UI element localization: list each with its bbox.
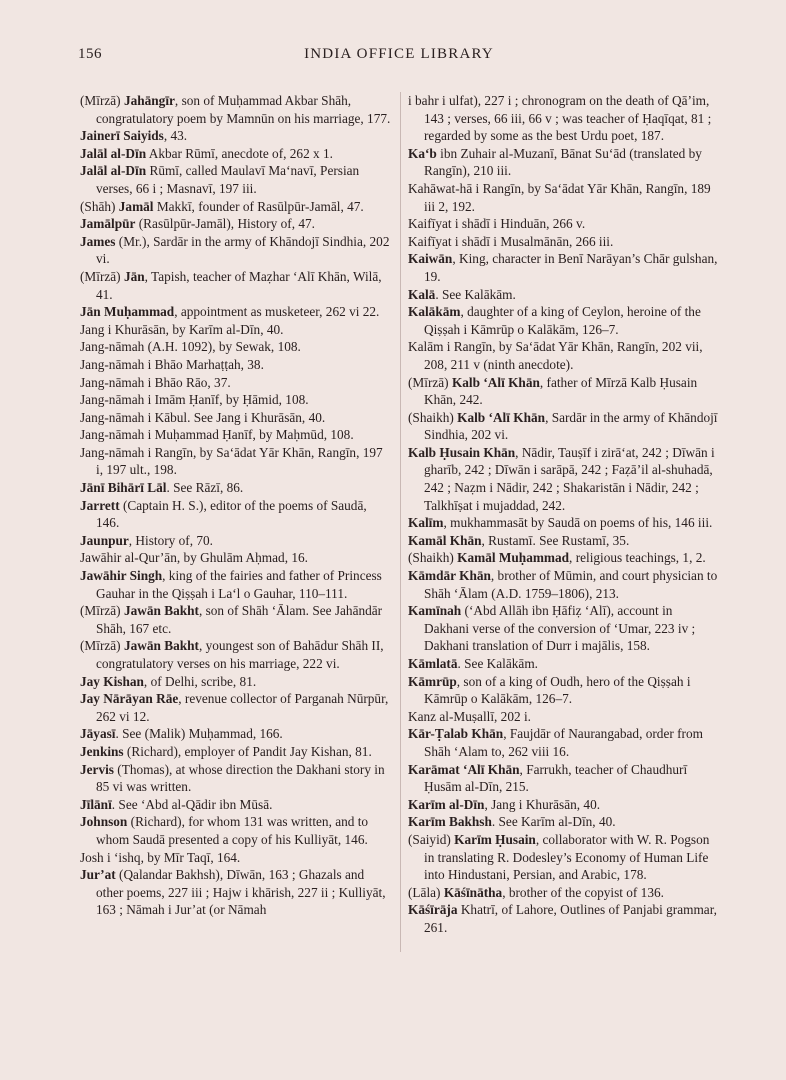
index-entry-headword: Jawān Bakht <box>123 603 199 619</box>
index-entry-text: Makkī, founder of Rasūlpūr-Jamāl, 47. <box>153 198 364 214</box>
index-entry-text: , Nādir, Tauṣīf i zirā‘at, 242 ; Dīwān i gharīb, 242 ; Dīwān i sarāpā, 242 ; Faẓā’il al-shuhadā, 242 ; Naẓm i Nādir, 242 ; Shakaristān i Nādir, 242 ; Talkhīṣat i mujaddad, 242. <box>424 444 715 513</box>
index-entry-text: , King, character in Benī Narāyan’s Chār gulshan, 19. <box>424 251 718 284</box>
index-entry-text: (Mr.), Sardār in the army of Khāndojī Sindhia, 202 vi. <box>96 233 390 267</box>
index-entry-text: Kaifīyat i shādī i Hinduān, 266 v. <box>408 216 586 232</box>
index-entry <box>80 637 392 672</box>
index-entry <box>408 215 720 233</box>
index-entry-text: Khatrī, of Lahore, Outlines of Panjabi grammar, 261. <box>424 902 717 935</box>
index-entry-text: (Rasūlpūr-Jamāl), History of, 47. <box>135 216 316 232</box>
index-entry <box>80 497 392 532</box>
index-entry-headword: Jarrett <box>80 497 120 513</box>
index-entry <box>80 374 392 392</box>
index-entry-text: , king of the fairies and father of Princess Gauhar in the Qiṣṣah i La‘l o Gauhar, 110–111. <box>96 568 382 601</box>
index-entry-text: Jang-nāmah i Muḥammad Ḥanīf, by Maḥmūd, 108. <box>80 427 354 443</box>
index-entry-prefix: (Mīrzā) <box>80 638 124 654</box>
index-entry-headword: Jenkins <box>80 743 124 759</box>
index-entry-text: , mukhammasāt by Saudā on poems of his, 146 iii. <box>443 515 713 531</box>
index-entry-headword: Kamāl Muḥammad <box>457 550 570 566</box>
index-entry-prefix: (Lāla) <box>408 884 444 900</box>
index-entry <box>408 673 720 708</box>
index-entry-headword: Karāmat ‘Alī Khān <box>408 761 520 777</box>
index-entry-headword: Jaunpur <box>80 532 129 548</box>
index-entry <box>80 162 392 197</box>
index-entry <box>80 602 392 637</box>
index-entry <box>408 761 720 796</box>
index-entry-text: . See Karīm al-Dīn, 40. <box>491 814 616 830</box>
index-entry-text: , brother of Mūmin, and court physician to Shāh ‘Ālam (A.D. 1759–1806), 213. <box>424 568 718 601</box>
index-entry <box>80 673 392 691</box>
index-entry-text: Jang-nāmah i Imām Ḥanīf, by Ḥāmid, 108. <box>80 392 309 408</box>
index-entry-headword: Kalb ‘Alī Khān <box>451 374 540 390</box>
index-entry-headword: Jay Nārāyan Rāe <box>80 691 179 707</box>
index-entry <box>80 532 392 550</box>
index-entry <box>80 127 392 145</box>
index-entry <box>80 426 392 444</box>
index-entry-text: , Farrukh, teacher of Chaudhurī Ḥusām al-Dīn, 215. <box>424 761 688 795</box>
index-entry <box>408 813 720 831</box>
running-title: INDIA OFFICE LIBRARY <box>304 46 494 62</box>
index-entry <box>80 391 392 409</box>
index-entry-text: Kalām i Rangīn, by Sa‘ādat Yār Khān, Rangīn, 202 vii, 208, 211 v (ninth anecdote). <box>408 339 703 372</box>
index-entry-headword: Jīlānī <box>80 796 112 812</box>
index-entry-text: Jang-nāmah i Kābul. See Jang i Khurāsān, 40. <box>80 409 326 425</box>
index-entry <box>408 145 720 180</box>
page-number: 156 <box>78 46 102 62</box>
index-entry <box>80 479 392 497</box>
index-entry-text: , appointment as musketeer, 262 vi 22. <box>174 304 380 320</box>
index-entry-text: (Qalandar Bakhsh), Dīwān, 163 ; Ghazals and other poems, 227 iii ; Hajw i khārish, 227 ii ; Kulliyāt, 163 ; Nāmah i Jur’at (or Nāmah <box>96 867 386 918</box>
index-entry-text: , youngest son of Bahādur Shāh II, congratulatory verses on his marriage, 222 vi. <box>96 638 384 671</box>
index-entry-headword: Kār-Ṭalab Khān <box>408 726 504 742</box>
index-entry-text: (Captain H. S.), editor of the poems of Saudā, 146. <box>96 497 367 531</box>
index-entry-headword: Jay Kishan <box>80 673 144 689</box>
index-entry-prefix: (Mīrzā) <box>80 603 124 619</box>
index-entry-text: , Jang i Khurāsān, 40. <box>484 796 601 812</box>
index-entry-headword: Jalāl al-Dīn <box>80 163 147 179</box>
index-entry-headword: Kāmdār Khān <box>408 568 491 584</box>
index-entry <box>408 532 720 550</box>
index-entry-prefix: (Shaikh) <box>408 409 458 425</box>
index-entry <box>408 602 720 655</box>
index-entry <box>408 92 720 145</box>
index-entry-headword: Jān Muḥammad <box>80 304 175 320</box>
index-entry <box>80 233 392 268</box>
index-entry <box>408 831 720 884</box>
index-entry-text: , brother of the copyist of 136. <box>502 884 664 900</box>
index-entry <box>408 338 720 373</box>
index-entry-headword: Jawāhir Singh <box>80 568 163 584</box>
index-entry-text: Jang-nāmah (A.H. 1092), by Sewak, 108. <box>80 339 301 355</box>
index-entry-prefix: (Mīrzā) <box>408 374 452 390</box>
index-entry-headword: Jalāl al-Dīn <box>80 145 147 161</box>
index-entry <box>80 409 392 427</box>
index-entry <box>408 444 720 514</box>
index-entry-text: , Sardār in the army of Khāndojī Sindhia, 202 vi. <box>424 409 718 443</box>
index-entry-prefix: (Shāh) <box>80 198 119 214</box>
index-entry-headword: Jamālpūr <box>80 216 136 232</box>
index-entry <box>80 690 392 725</box>
index-entry-text: , 43. <box>163 128 188 144</box>
index-entry-text: (Richard), employer of Pandit Jay Kishan, 81. <box>123 743 372 759</box>
index-column-left <box>80 92 392 919</box>
index-entry-text: , father of Mīrzā Kalb Ḥusain Khān, 242. <box>424 374 698 408</box>
index-entry-headword: James <box>80 233 116 249</box>
page-header <box>78 46 720 70</box>
index-entry <box>80 92 392 127</box>
index-entry-text: Kanz al-Muṣallī, 202 i. <box>408 708 531 724</box>
index-entry-text: Jang-nāmah i Rangīn, by Sa‘ādat Yār Khān, Rangīn, 197 i, 197 ult., 198. <box>80 444 383 478</box>
index-entry-text: . See (Malik) Muḥammad, 166. <box>115 726 283 742</box>
column-divider <box>400 92 401 952</box>
index-entry-headword: Kaiwān <box>408 251 453 267</box>
index-entry <box>80 866 392 919</box>
index-entry-headword: Jainerī Saiyids <box>80 128 164 144</box>
index-entry <box>80 761 392 796</box>
index-column-right <box>408 92 720 937</box>
index-entry <box>80 268 392 303</box>
index-entry-text: , Rustamī. See Rustamī, 35. <box>481 532 630 548</box>
index-entry <box>80 338 392 356</box>
index-entry-headword: Jān <box>123 268 145 284</box>
index-entry-text: Kahāwat-hā i Rangīn, by Sa‘ādat Yār Khān, Rangīn, 189 iii 2, 192. <box>408 180 711 214</box>
index-entry-headword: Jānī Bihārī Lāl <box>80 480 167 496</box>
index-entry-text: . See Kalākām. <box>457 656 538 671</box>
index-entry-headword: Kāśīnātha <box>443 884 503 900</box>
index-entry-text: , collaborator with W. R. Pogson in translating R. Dodesley’s Economy of Human Life into Hindustani, Persian, and Arabic, 178. <box>424 831 710 883</box>
index-entry-text: (‘Abd Allāh ibn Ḥāfiẓ ‘Alī), account in Dakhani verse of the conversion of ‘Umar, 223 iv ; Dakhani translation of Durr i majālis, 158. <box>424 603 696 654</box>
index-entry-text: (Richard), for whom 131 was written, and to whom Saudā presented a copy of his Kulliyāt, 146. <box>96 814 369 847</box>
index-entry-prefix: (Mīrzā) <box>80 93 124 108</box>
index-entry-text: , History of, 70. <box>128 532 213 548</box>
index-entry <box>80 743 392 761</box>
index-entry <box>80 796 392 814</box>
index-entry <box>80 303 392 321</box>
index-entry-text: Jawāhir al-Qur’ān, by Ghulām Aḥmad, 16. <box>80 550 308 566</box>
index-entry-text: , religious teachings, 1, 2. <box>569 550 706 566</box>
index-entry <box>80 198 392 216</box>
index-entry-headword: Karīm Bakhsh <box>408 814 492 830</box>
index-entry-headword: Jahāngīr <box>123 93 175 108</box>
index-entry-headword: Jawān Bakht <box>123 638 199 654</box>
index-entry-headword: Jāyasī <box>80 726 116 742</box>
index-entry-text: ibn Zuhair al-Muzanī, Bānat Su‘ād (translated by Rangīn), 210 iii. <box>424 145 702 179</box>
index-entry-text: , son of Shāh ‘Ālam. See Jahāndār Shāh, 167 etc. <box>96 603 383 636</box>
index-entry <box>408 409 720 444</box>
index-entry-headword: Kalb ‘Alī Khān <box>457 409 546 425</box>
index-entry-headword: Karīm al-Dīn <box>408 796 485 812</box>
index-entry-text: , revenue collector of Parganah Nūrpūr, 262 vi 12. <box>96 691 389 724</box>
index-entry-headword: Kamīnah <box>408 603 462 619</box>
index-entry-text: , of Delhi, scribe, 81. <box>143 673 257 689</box>
index-entry <box>408 180 720 215</box>
index-entry <box>80 849 392 867</box>
index-entry-headword: Jamāl <box>118 198 154 214</box>
index-entry <box>408 374 720 409</box>
index-entry <box>408 286 720 304</box>
index-entry <box>408 567 720 602</box>
index-entry <box>408 549 720 567</box>
index-entry <box>408 901 720 936</box>
index-entry-text: , son of a king of Oudh, hero of the Qiṣṣah i Kāmrūp o Kalākām, 126–7. <box>424 673 691 707</box>
index-entry <box>408 884 720 902</box>
index-entry-headword: Jervis <box>80 761 114 777</box>
index-entry-headword: Kalb Ḥusain Khān <box>408 444 516 460</box>
index-entry-text: , son of Muḥammad Akbar Shāh, congratulatory poem by Mamnūn on his marriage, 177. <box>96 93 391 126</box>
index-entry-text: , daughter of a king of Ceylon, heroine of the Qiṣṣah i Kāmrūp o Kalākām, 126–7. <box>424 304 701 337</box>
index-entry <box>408 655 720 673</box>
index-entry-headword: Kalā <box>408 286 436 302</box>
index-entry-text: Akbar Rūmī, anecdote of, 262 x 1. <box>146 145 333 161</box>
index-entry <box>408 303 720 338</box>
index-entry <box>80 215 392 233</box>
index-entry-headword: Kāmlatā <box>408 656 458 671</box>
index-entry-text: . See Rāzī, 86. <box>166 480 244 496</box>
index-entry-headword: Karīm Ḥusain <box>454 831 536 847</box>
index-entry <box>80 145 392 163</box>
index-entry <box>80 813 392 848</box>
index-entry <box>80 725 392 743</box>
index-entry-headword: Kalākām <box>408 304 461 320</box>
index-entry-headword: Kāmrūp <box>408 673 457 689</box>
index-entry-text: Jang i Khurāsān, by Karīm al-Dīn, 40. <box>80 321 284 337</box>
index-entry-headword: Jur’at <box>80 867 116 883</box>
index-entry-text: , Faujdār of Naurangabad, order from Shāh ‘Alam to, 262 viii 16. <box>424 726 703 759</box>
index-entry-headword: Kalīm <box>408 515 444 531</box>
index-entry <box>408 796 720 814</box>
index-entry-text: . See Kalākām. <box>435 286 516 302</box>
index-entry-prefix: (Saiyid) <box>408 831 455 847</box>
index-entry-headword: Ka‘b <box>408 145 437 161</box>
index-entry-text: i bahr i ulfat), 227 i ; chronogram on the death of Qā’im, 143 ; verses, 66 iii, 66 v ; was teacher of Ḥaqīqat, 81 ; regarded by some as the best Urdu poet, 187. <box>408 93 712 144</box>
index-entry <box>408 708 720 726</box>
index-entry <box>408 233 720 251</box>
index-entry-prefix: (Shaikh) <box>408 550 458 566</box>
index-entry-text: Kaifīyat i shādī i Musalmānān, 266 iii. <box>408 233 614 249</box>
index-entry-text: Jang-nāmah i Bhāo Rāo, 37. <box>80 374 231 390</box>
index-entry-text: Rūmī, called Maulavī Ma‘navī, Persian verses, 66 i ; Masnavī, 197 iii. <box>96 163 360 196</box>
index-entry <box>80 356 392 374</box>
index-entry-headword: Johnson <box>80 814 128 830</box>
index-entry-text: Josh i ‘ishq, by Mīr Taqī, 164. <box>80 849 241 865</box>
index-entry <box>408 514 720 532</box>
index-entry <box>80 321 392 339</box>
index-entry <box>80 444 392 479</box>
index-entry <box>80 567 392 602</box>
index-entry-text: Jang-nāmah i Bhāo Marhaṭṭah, 38. <box>80 356 264 372</box>
index-entry-prefix: (Mīrzā) <box>80 268 124 284</box>
index-entry-headword: Kamāl Khān <box>408 532 482 548</box>
index-entry-text: . See ‘Abd al-Qādir ibn Mūsā. <box>111 796 273 812</box>
index-entry-headword: Kāśīrāja <box>408 902 458 918</box>
index-entry-text: , Tapish, teacher of Maẓhar ‘Alī Khān, Wilā, 41. <box>96 268 382 302</box>
index-entry <box>408 725 720 760</box>
index-entry <box>408 250 720 285</box>
index-entry-text: (Thomas), at whose direction the Dakhani story in 85 vi was written. <box>96 761 385 795</box>
index-entry <box>80 549 392 567</box>
